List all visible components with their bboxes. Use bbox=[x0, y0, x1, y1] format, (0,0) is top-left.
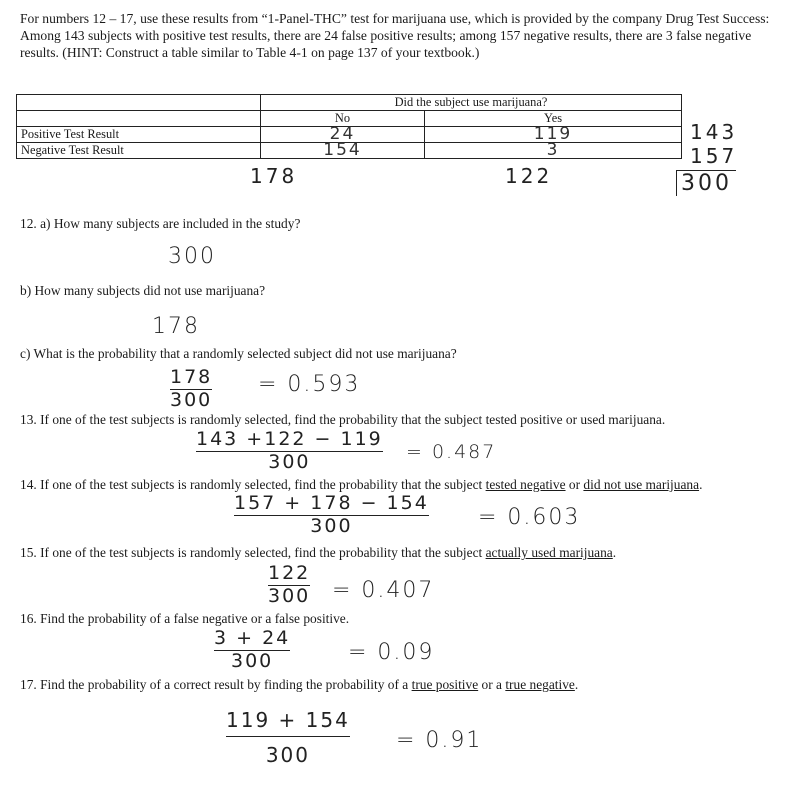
answer-17-numerator: 119 + 154 bbox=[226, 708, 350, 732]
instructions-paragraph: For numbers 12 – 17, use these results from “1-Panel-THC” test for marijuana use, which is provided by the company Drug Test Success: Among 143 subjects with positive test results, there are 24 false positive results; among 157 negative results, there are 3 false negative results. (HINT: Construct a table similar to Table 4-1 on page 137 of your textbook.) bbox=[20, 11, 770, 60]
answer-14-numerator: 157 + 178 − 154 bbox=[234, 492, 429, 514]
question-17-underline-2: true negative bbox=[505, 677, 575, 692]
row-total-positive: 143 bbox=[690, 120, 738, 144]
question-15 bbox=[20, 545, 616, 561]
answer-13-numerator: 143 +122 − 119 bbox=[196, 428, 383, 450]
question-14-text-2: or bbox=[565, 477, 584, 492]
table-row bbox=[17, 143, 682, 159]
question-14-underline-1: tested negative bbox=[485, 477, 566, 492]
question-13: 13. If one of the test subjects is randomly selected, find the probability that the subject tested positive or used marijuana. bbox=[20, 412, 666, 427]
question-16: 16. Find the probability of a false negative or a false positive. bbox=[20, 611, 350, 626]
answer-12a: 300 bbox=[168, 244, 216, 269]
fraction-bar bbox=[226, 736, 350, 737]
question-14-text-3: . bbox=[699, 477, 703, 492]
answer-17-fraction bbox=[226, 708, 350, 767]
table-corner-cell bbox=[17, 95, 261, 111]
answer-17-denominator: 300 bbox=[265, 743, 310, 767]
row-total-negative: 157 bbox=[690, 144, 738, 168]
question-15-text: 15. If one of the test subjects is randomly selected, find the probability that the subject bbox=[20, 545, 486, 560]
answer-12c-fraction bbox=[170, 366, 212, 409]
answer-12c-result: = 0.593 bbox=[258, 372, 361, 397]
question-14-text: 14. If one of the test subjects is randomly selected, find the probability that the subject bbox=[20, 477, 486, 492]
answer-14-result: = 0.603 bbox=[478, 505, 581, 530]
question-17 bbox=[20, 677, 578, 693]
question-14-underline-2: did not use marijuana bbox=[583, 477, 700, 492]
row-label-negative: Negative Test Result bbox=[17, 143, 261, 159]
answer-13-result: = 0.487 bbox=[406, 441, 497, 463]
question-15-text-2: . bbox=[612, 545, 617, 560]
answer-14-fraction bbox=[234, 492, 429, 535]
grand-total: 300 bbox=[676, 170, 736, 196]
question-12c: c) What is the probability that a randomly selected subject did not use marijuana? bbox=[20, 346, 457, 361]
question-12a: 12. a) How many subjects are included in the study? bbox=[20, 216, 301, 231]
col-no: No bbox=[261, 111, 425, 127]
cell-negative-yes: 3 bbox=[425, 143, 682, 159]
answer-12c-denominator: 300 bbox=[170, 389, 213, 411]
table-header-row bbox=[17, 95, 682, 111]
question-17-text-3: . bbox=[574, 677, 579, 692]
contingency-table bbox=[16, 94, 682, 159]
cell-positive-yes: 119 bbox=[425, 127, 682, 143]
answer-12b: 178 bbox=[152, 314, 200, 339]
row-label-positive: Positive Test Result bbox=[17, 127, 261, 143]
answer-13-denominator: 300 bbox=[268, 451, 311, 473]
col-yes: Yes bbox=[425, 111, 682, 127]
answer-16-fraction bbox=[214, 627, 290, 670]
answer-15-denominator: 300 bbox=[268, 585, 311, 607]
answer-15-numerator: 122 bbox=[268, 562, 311, 584]
answer-15-result: = 0.407 bbox=[332, 578, 435, 603]
question-17-text-2: or a bbox=[478, 677, 506, 692]
answer-16-denominator: 300 bbox=[231, 650, 274, 672]
total-no: 178 bbox=[250, 164, 298, 188]
answer-13-fraction bbox=[196, 428, 383, 471]
question-12b: b) How many subjects did not use marijuana? bbox=[20, 283, 266, 298]
answer-15-fraction bbox=[268, 562, 310, 605]
table-corner-cell bbox=[17, 111, 261, 127]
answer-17-result: = 0.91 bbox=[396, 728, 483, 753]
table-header: Did the subject use marijuana? bbox=[261, 95, 682, 111]
answer-16-numerator: 3 + 24 bbox=[214, 627, 291, 649]
cell-positive-no: 24 bbox=[261, 127, 425, 143]
cell-negative-no: 154 bbox=[261, 143, 425, 159]
answer-14-denominator: 300 bbox=[310, 515, 353, 537]
total-yes: 122 bbox=[505, 164, 553, 188]
question-14 bbox=[20, 477, 702, 493]
question-17-text: 17. Find the probability of a correct result by finding the probability of a bbox=[20, 677, 412, 692]
answer-12c-numerator: 178 bbox=[170, 366, 213, 388]
question-15-underline: actually used marijuana bbox=[485, 545, 613, 560]
question-17-underline-1: true positive bbox=[411, 677, 479, 692]
answer-16-result: = 0.09 bbox=[348, 640, 435, 665]
